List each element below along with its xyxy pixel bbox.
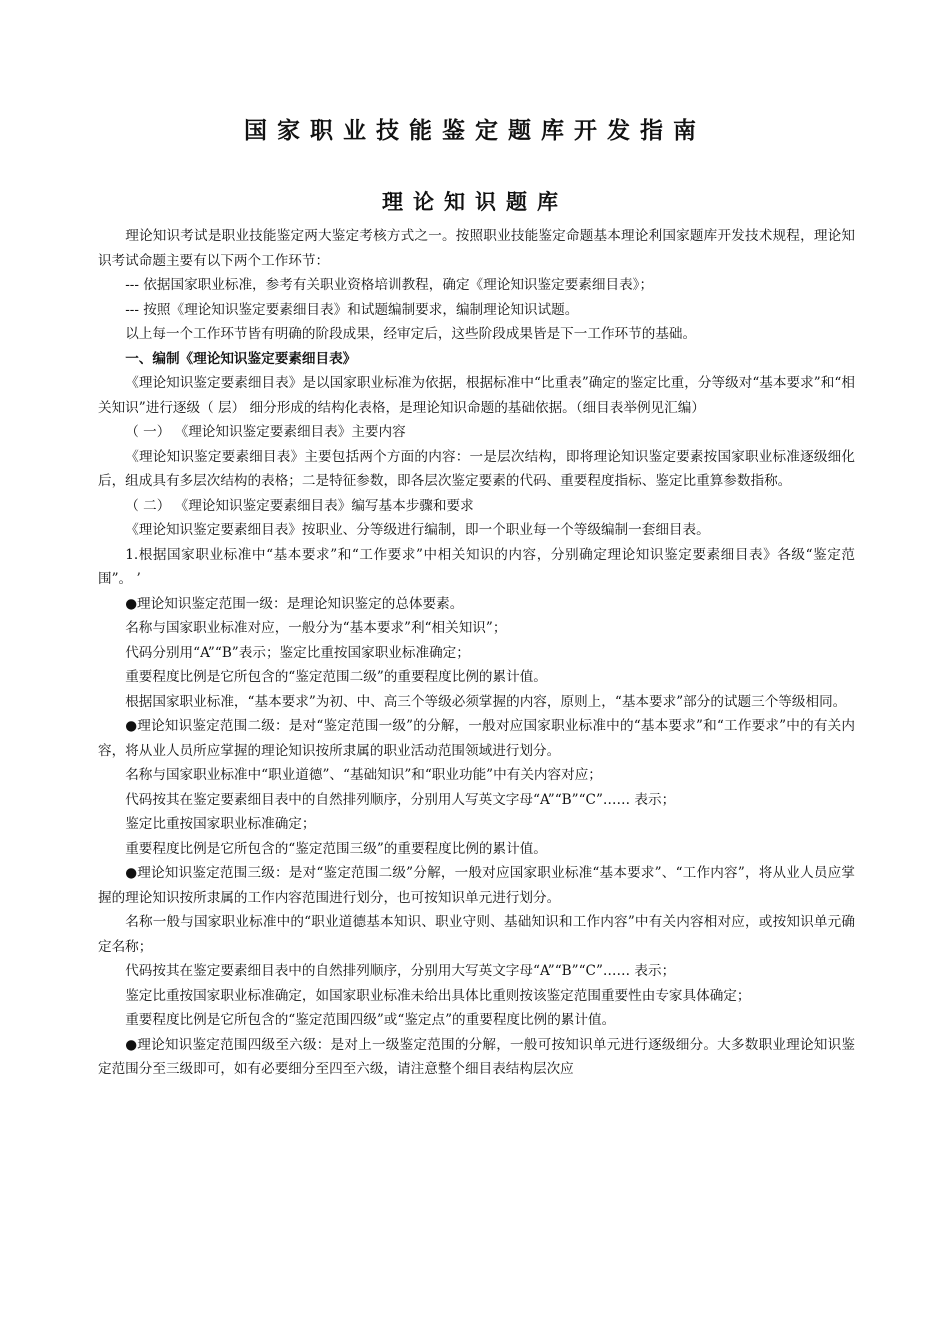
document-subtitle: 理论知识题库	[382, 189, 568, 214]
subsection-heading: （ 一） 《理论知识鉴定要素细目表》主要内容	[125, 424, 406, 440]
paragraph: 根据国家职业标准，“基本要求”为初、中、高三个等级必须掌握的内容，原则上，“基本要求”部分的试题三个等级相同。	[125, 693, 847, 710]
subsection-heading: （ 二） 《理论知识鉴定要素细目表》编写基本步骤和要求	[125, 497, 474, 514]
paragraph: 代码按其在鉴定要素细目表中的自然排列顺序，分别用人写英文字母“A”“B”“C”…… 表示；	[125, 791, 676, 808]
paragraph: 名称与国家职业标准中“职业道德”、“基础知识”和“职业功能”中有关内容对应；	[125, 767, 602, 783]
bullet-paragraph: ●理论知识鉴定范围一级：是理论知识鉴定的总体要素。	[125, 595, 464, 612]
paragraph: 鉴定比重按国家职业标准确定，如国家职业标准未给出具体比重则按该鉴定范围重要性由专家具体确定；	[125, 987, 751, 1004]
paragraph: 名称与国家职业标准对应，一般分为“基本要求”利“相关知识”；	[125, 620, 507, 636]
paragraph: 《理论知识鉴定要素细目表》是以国家职业标准为依据，根据标准中“比重表”确定的鉴定比重，分等级对“基本要求”和“相关知识”进行逐级（ 层） 细分形成的结构化表格，是理论知识命题的基础依据。（细目表举例见汇编）	[98, 375, 855, 416]
document-body	[98, 224, 855, 1082]
paragraph: 代码分别用“A”“B”表示；鉴定比重按国家职业标准确定；	[125, 644, 470, 661]
bullet-paragraph: ●理论知识鉴定范围四级至六级：是对上一级鉴定范围的分解，一般可按知识单元进行逐级细分。大多数职业理论知识鉴定范围分至三级即可，如有必要细分至四至六级，请注意整个细目表结构层次应	[98, 1036, 855, 1077]
paragraph: 代码按其在鉴定要素细目表中的自然排列顺序，分别用大写英文字母“A”“B”“C”…… 表示；	[125, 963, 676, 979]
document-title: 国家职业技能鉴定题库开发指南	[244, 117, 706, 144]
paragraph: --- 依据国家职业标准，参考有关职业资格培训教程，确定《理论知识鉴定要素细目表》；	[125, 277, 654, 293]
paragraph: 鉴定比重按国家职业标准确定；	[125, 816, 316, 832]
bullet-paragraph: ●理论知识鉴定范围三级：是对“鉴定范围二级”分解，一般对应国家职业标准“基本要求”、“工作内容”，将从业人员应掌握的理论知识按所隶属的工作内容范围进行划分，也可按知识单元进行划分。	[98, 865, 855, 906]
paragraph: 以上每一个工作环节皆有明确的阶段成果，经审定后，这些阶段成果皆是下一工作环节的基础。	[125, 326, 697, 342]
paragraph: 1.根据国家职业标准中“基本要求”和“工作要求”中相关知识的内容，分别确定理论知识鉴定要素细目表》各级“鉴定范围”。 ’	[98, 546, 855, 587]
bullet-paragraph: ●理论知识鉴定范围二级：是对“鉴定范围一级”的分解，一般对应国家职业标准中的“基本要求”和“工作要求”中的有关内容，将从业人员所应掌握的理论知识按所隶属的职业活动范围领域进行划分。	[98, 718, 855, 759]
section-heading: 一、编制《理论知识鉴定要素细目表》	[125, 350, 357, 367]
paragraph: 名称一般与国家职业标准中的“职业道德基本知识、职业守则、基础知识和工作内容”中有关内容相对应，或按知识单元确定名称；	[98, 914, 855, 955]
paragraph: --- 按照《理论知识鉴定要素细目表》和试题编制要求，编制理论知识试题。	[125, 301, 579, 318]
paragraph: 重要程度比例是它所包含的“鉴定范围四级”或“鉴定点”的重要程度比例的累计值。	[125, 1012, 616, 1028]
paragraph: 《理论知识鉴定要素细目表》主要包括两个方面的内容：一是层次结构，即将理论知识鉴定要素按国家职业标准逐级细化后，组成具有多层次结构的表格；二是特征参数，即各层次鉴定要素的代码、重要程度指标、鉴定比重算参数指称。	[98, 448, 855, 489]
paragraph: 理论知识考试是职业技能鉴定两大鉴定考核方式之一。按照职业技能鉴定命题基本理论利国家题库开发技术规程，理论知识考试命题主要有以下两个工作环节：	[98, 228, 855, 269]
paragraph: 重要程度比例是它所包含的“鉴定范围二级”的重要程度比例的累计值。	[125, 669, 547, 685]
paragraph: 《理论知识鉴定要素细目表》按职业、分等级进行编制，即一个职业每一个等级编制一套细目表。	[125, 522, 710, 538]
paragraph: 重要程度比例是它所包含的“鉴定范围三级”的重要程度比例的累计值。	[125, 840, 547, 857]
